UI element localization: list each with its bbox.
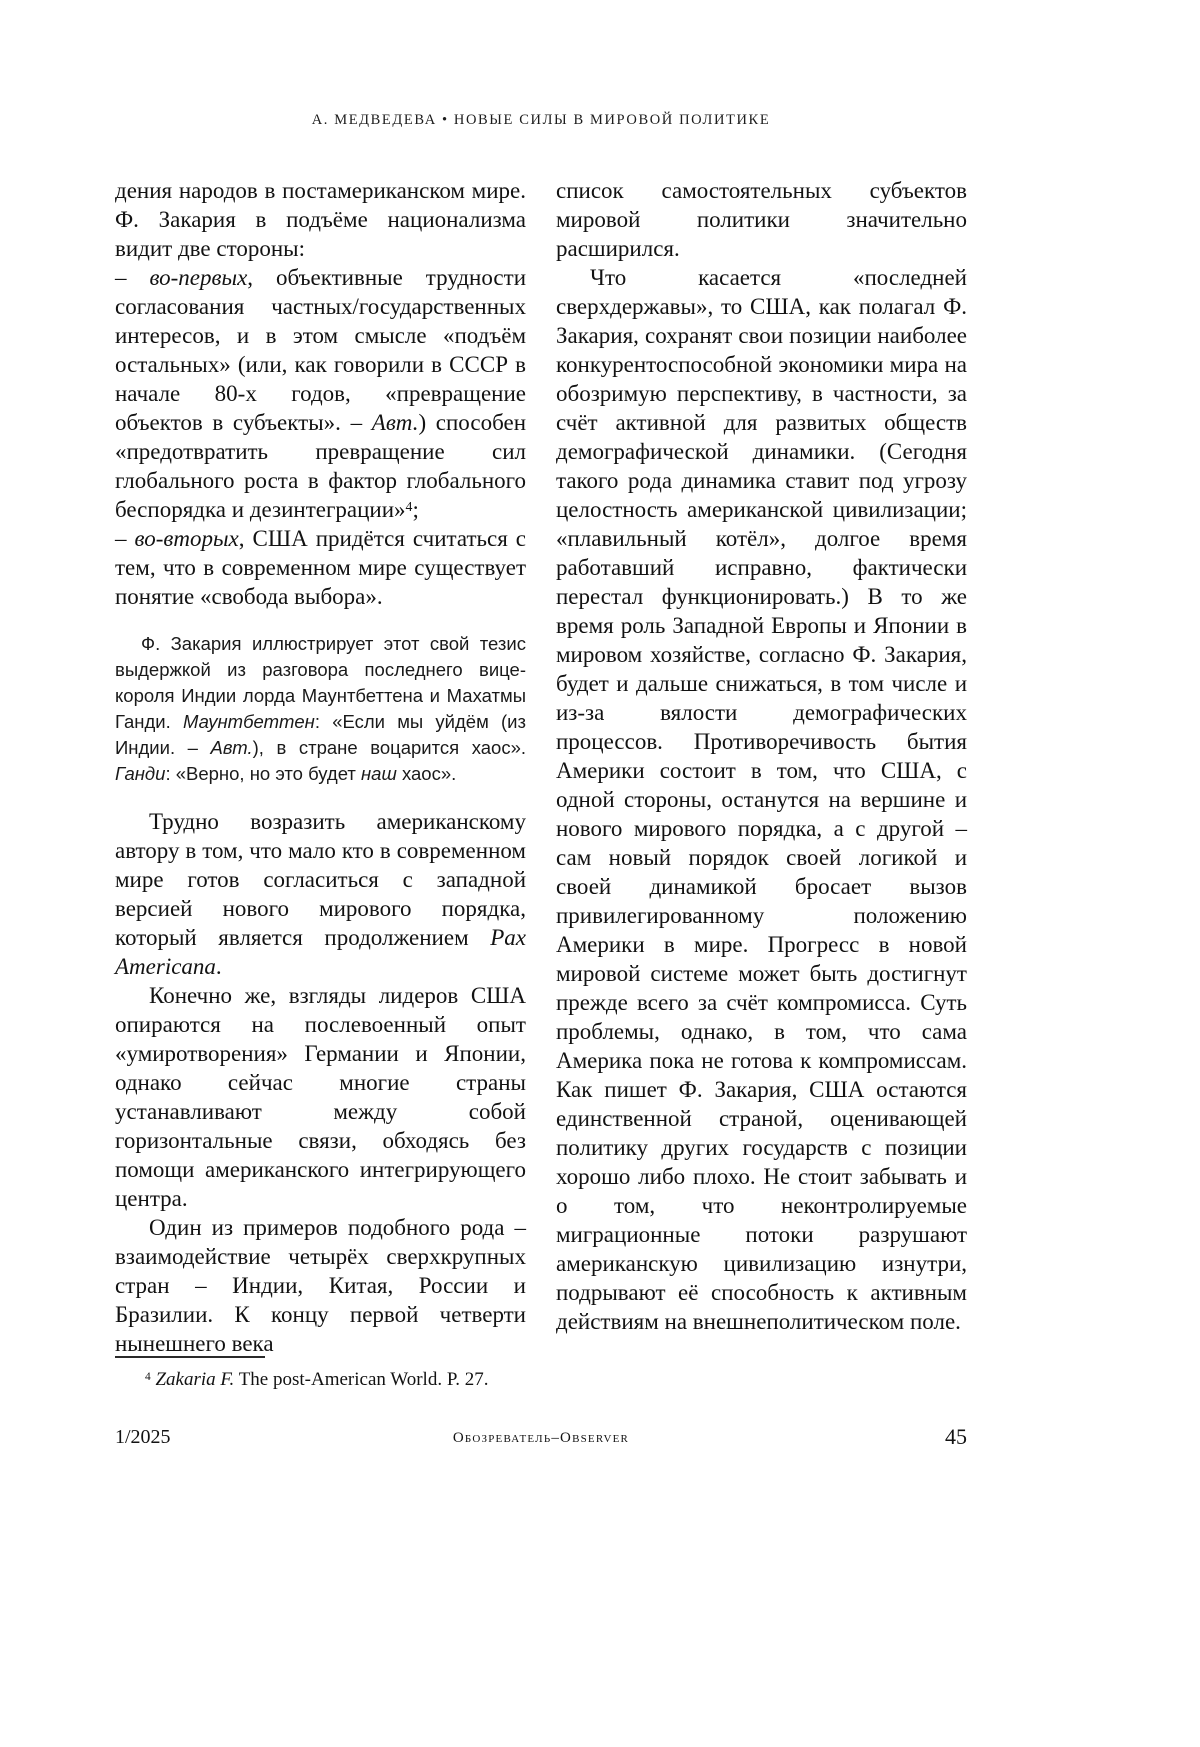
left-column-top-paragraphs	[115, 176, 526, 611]
text-segment: дения народов в постамериканском мире. Ф. Закария в подъёме национализма видит две стороны:	[115, 178, 526, 261]
text-segment: Pax Americana	[115, 925, 526, 979]
footer-journal-title: Обозреватель–Observer	[452, 1430, 630, 1446]
running-header: А. МЕДВЕДЕВА • НОВЫЕ СИЛЫ В МИРОВОЙ ПОЛИТИКЕ	[311, 112, 771, 128]
text-segment: во-первых	[149, 265, 248, 290]
text-segment: Авт.	[210, 737, 253, 758]
text-segment: во-вторых	[134, 526, 239, 551]
paragraph	[115, 981, 526, 1213]
text-segment: Ф. Закария иллюстрирует этот свой тезис выдержкой из разговора последнего вице-короля Индии лорда Маунтбеттена и Махатмы Ганди.	[115, 633, 526, 732]
text-segment: Трудно возразить американскому автору в том, что мало кто в современном мире готов согласиться с западной версией нового мирового порядка, который является продолжением	[115, 809, 526, 950]
paragraph	[556, 176, 967, 263]
paragraph	[115, 176, 526, 263]
footer-page-number: 45	[945, 1424, 967, 1449]
text-segment: : «Если мы уйдём (из Индии. –	[115, 711, 526, 758]
text-segment: 4	[145, 1370, 151, 1383]
text-segment: ), в стране воцарится хаос».	[252, 737, 526, 758]
paragraph	[115, 524, 526, 611]
text-segment: наш	[361, 763, 397, 784]
text-segment: .	[215, 954, 222, 979]
text-segment: Один из примеров подобного рода – взаимодействие четырёх сверхкрупных стран – Индии, Китая, России и Бразилии. К концу первой четверти нынешнего века	[115, 1215, 526, 1356]
right-column	[556, 176, 967, 1358]
text-segment: Zakaria F.	[155, 1369, 235, 1390]
text-columns	[115, 176, 967, 1358]
left-column	[115, 176, 526, 1358]
text-segment: ;	[412, 497, 419, 522]
text-segment: ) способен «предотвратить превращение сил глобального роста в фактор глобального беспорядка и дезинтеграции»	[115, 410, 527, 522]
text-segment: хаос».	[396, 763, 457, 784]
text-segment: , объективные трудности согласования частных/государственных интересов, и в этом смысле «подъём остальных» (или, как говорили в СССР в начале 80-х годов, «превращение объектов в субъекты». –	[115, 265, 526, 435]
paragraph	[115, 263, 526, 524]
text-segment: : «Верно, но это будет	[165, 763, 361, 784]
footnote-block	[115, 1356, 526, 1392]
text-segment: Авт.	[371, 410, 419, 435]
inset-note	[115, 631, 526, 787]
page-footer	[115, 1424, 967, 1454]
text-segment: –	[115, 526, 135, 551]
text-segment: Что касается «последней сверхдержавы», то США, как полагал Ф. Закария, сохранят свои позиции наиболее конкурентоспособной экономики мира на обозримую перспективу, в частности, за счёт активной для развитых обществ демографической динамики. (Сегодня такого рода динамика ставит под угрозу целостность американской цивилизации; «плавильный котёл», долгое время работавший исправно, фактически перестал функционировать.) В то же время роль Западной Европы и Японии в мировом хозяйстве, согласно Ф. Закария, будет и дальше снижаться, в том числе и из-за вялости демографических процессов. Противоречивость бытия Америки состоит в том, что США, с одной стороны, останутся на вершине и нового мирового порядка, а с другой – сам новый порядок своей логикой и своей динамикой бросает вызов привилегированному положению Америки в мире. Прогресс в новой мировой системе может быть достигнут прежде всего за счёт компромисса. Суть проблемы, однако, в том, что сама Америка пока не готова к компромиссам. Как пишет Ф. Закария, США остаются единственной страной, оценивающей политику других государств с позиции хорошо либо плохо. Не стоит забывать и о том, что неконтролируемые миграционные потоки разрушают американскую цивилизацию изнутри, подрывают её способность к активным действиям на внешнеполитическом поле.	[556, 265, 967, 1334]
right-column-paragraphs	[556, 176, 967, 1336]
text-segment: список самостоятельных субъектов мировой политики значительно расширился.	[556, 178, 967, 261]
paragraph	[115, 1213, 526, 1358]
paragraph	[115, 807, 526, 981]
text-segment: , США придётся считаться с тем, что в современном мире существует понятие «свобода выбора».	[115, 526, 527, 609]
left-column-bottom-paragraphs	[115, 807, 526, 1358]
text-segment: Маунтбеттен	[182, 711, 315, 732]
footnote-rule	[115, 1356, 265, 1358]
text-segment: Ганди	[115, 763, 166, 784]
footer-issue: 1/2025	[115, 1426, 171, 1448]
text-segment: The post-American World. P. 27.	[234, 1369, 489, 1390]
footnote	[115, 1368, 526, 1392]
paragraph	[556, 263, 967, 1336]
text-segment: Конечно же, взгляды лидеров США опираются на послевоенный опыт «умиротворения» Германии и Японии, однако сейчас многие страны устанавливают между собой горизонтальные связи, обходясь без помощи американского интегрирующего центра.	[115, 983, 526, 1211]
text-segment: 4	[405, 498, 413, 514]
text-segment: –	[115, 265, 150, 290]
